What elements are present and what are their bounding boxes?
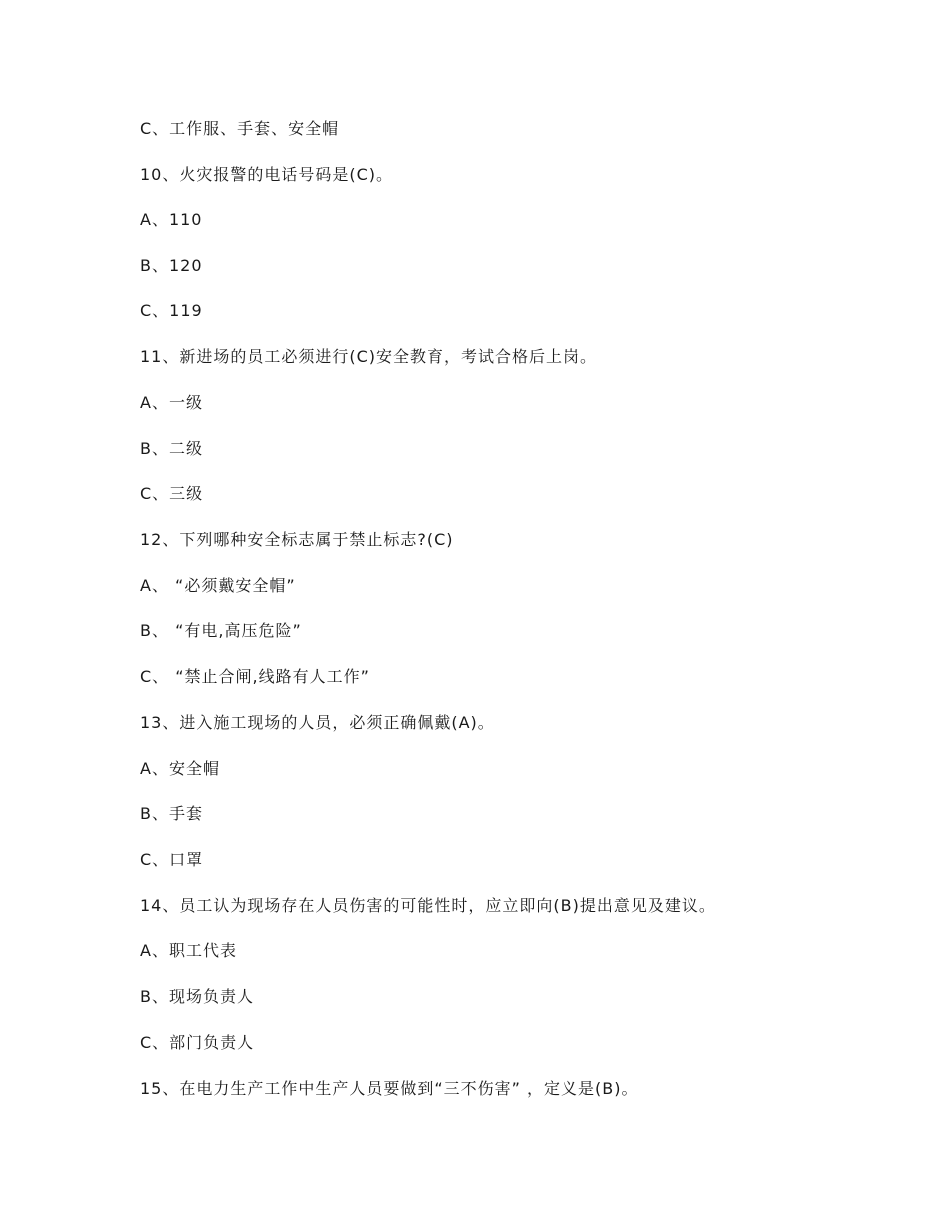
- option-12a: A、 “必须戴安全帽”: [140, 576, 296, 595]
- option-14b: B、现场负责人: [140, 987, 254, 1006]
- option-12b: B、 “有电,高压危险”: [140, 621, 302, 640]
- option-10b: B、120: [140, 256, 203, 275]
- question-11: 11、新进场的员工必须进行(C)安全教育，考试合格后上岗。: [140, 347, 598, 366]
- option-9c: C、工作服、手套、安全帽: [140, 119, 340, 138]
- option-13a: A、安全帽: [140, 759, 220, 778]
- option-10a: A、110: [140, 210, 203, 229]
- option-12c: C、 “禁止合闸,线路有人工作”: [140, 667, 370, 686]
- option-13b: B、手套: [140, 804, 203, 823]
- question-15: 15、在电力生产工作中生产人员要做到“三不伤害” ，定义是(B)。: [140, 1079, 639, 1098]
- option-13c: C、口罩: [140, 850, 204, 869]
- option-11b: B、二级: [140, 439, 203, 458]
- option-10c: C、119: [140, 301, 203, 320]
- option-11c: C、三级: [140, 484, 204, 503]
- option-14c: C、部门负责人: [140, 1033, 255, 1052]
- question-10: 10、火灾报警的电话号码是(C)。: [140, 165, 394, 184]
- option-14a: A、职工代表: [140, 941, 237, 960]
- question-13: 13、进入施工现场的人员，必须正确佩戴(A)。: [140, 713, 495, 732]
- question-12: 12、下列哪种安全标志属于禁止标志?(C): [140, 530, 454, 549]
- question-14: 14、员工认为现场存在人员伤害的可能性时，应立即向(B)提出意见及建议。: [140, 896, 716, 915]
- option-11a: A、一级: [140, 393, 203, 412]
